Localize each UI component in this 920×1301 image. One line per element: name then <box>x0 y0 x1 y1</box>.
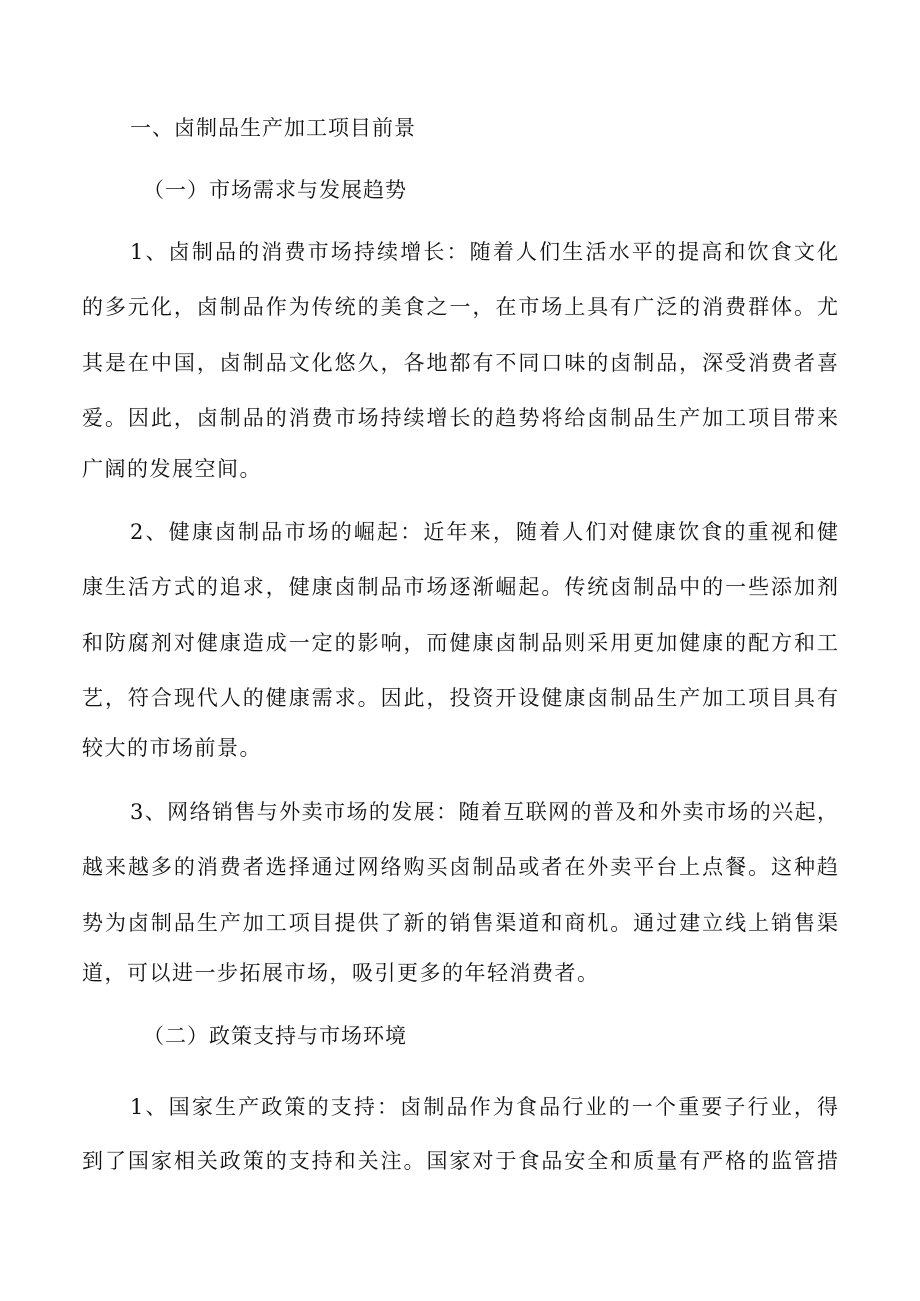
paragraph-line: 2、健康卤制品市场的崛起：近年来，随着人们对健康饮食的重视和健 <box>130 520 838 544</box>
paragraph-line: 的多元化，卤制品作为传统的美食之一，在市场上具有广泛的消费群体。尤 <box>82 295 838 319</box>
subsection-title-market-demand: （一）市场需求与发展趋势 <box>143 178 407 202</box>
paragraph-line: 其是在中国，卤制品文化悠久，各地都有不同口味的卤制品，深受消费者喜 <box>82 351 838 375</box>
paragraph-line: 到了国家相关政策的支持和关注。国家对于食品安全和质量有严格的监管措 <box>82 1149 838 1173</box>
paragraph-line: 势为卤制品生产加工项目提供了新的销售渠道和商机。通过建立线上销售渠 <box>82 911 838 935</box>
section-title: 一、卤制品生产加工项目前景 <box>130 116 416 140</box>
paragraph-line: 康生活方式的追求，健康卤制品市场逐渐崛起。传统卤制品中的一些添加剂 <box>82 575 838 599</box>
paragraph-line: 艺，符合现代人的健康需求。因此，投资开设健康卤制品生产加工项目具有 <box>82 686 838 710</box>
paragraph-line: 3、网络销售与外卖市场的发展：随着互联网的普及和外卖市场的兴起， <box>130 800 838 824</box>
paragraph-line: 和防腐剂对健康造成一定的影响，而健康卤制品则采用更加健康的配方和工 <box>82 631 838 655</box>
subsection-title-policy-support: （二）政策支持与市场环境 <box>143 1024 407 1048</box>
paragraph-line: 广阔的发展空间。 <box>82 457 262 481</box>
paragraph-line: 较大的市场前景。 <box>82 736 262 760</box>
paragraph-line: 1、国家生产政策的支持：卤制品作为食品行业的一个重要子行业，得 <box>130 1095 838 1119</box>
paragraph-line: 爱。因此，卤制品的消费市场持续增长的趋势将给卤制品生产加工项目带来 <box>82 406 838 430</box>
paragraph-line: 越来越多的消费者选择通过网络购买卤制品或者在外卖平台上点餐。这种趋 <box>82 855 838 879</box>
paragraph-line: 道，可以进一步拓展市场，吸引更多的年轻消费者。 <box>82 961 600 985</box>
paragraph-line: 1、卤制品的消费市场持续增长：随着人们生活水平的提高和饮食文化 <box>130 240 838 264</box>
